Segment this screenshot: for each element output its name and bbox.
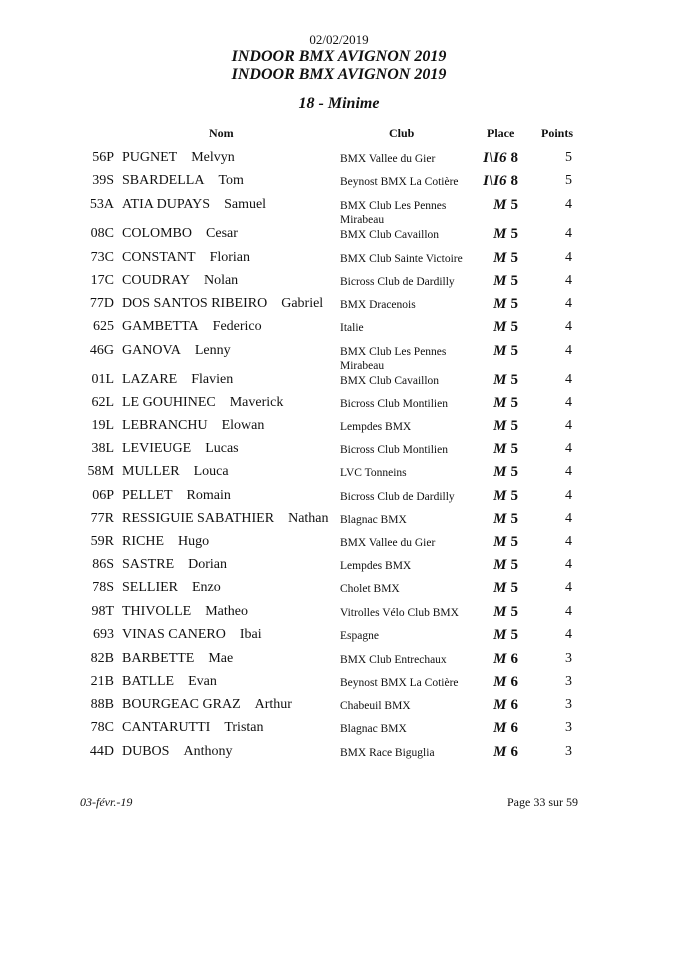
rider-club: Lempdes BMX bbox=[340, 560, 412, 572]
rider-place bbox=[468, 273, 518, 290]
rider-name bbox=[122, 488, 231, 504]
rider-place bbox=[468, 720, 518, 737]
rider-last-name: ATIA DUPAYS bbox=[122, 197, 211, 212]
event-title: INDOOR BMX AVIGNON 2019 bbox=[231, 48, 447, 65]
table-row bbox=[0, 273, 678, 296]
rider-club: Vitrolles Vélo Club BMX bbox=[340, 607, 459, 619]
rider-points: 3 bbox=[565, 651, 572, 666]
place-number: 5 bbox=[510, 534, 518, 550]
rider-first-name: Cesar bbox=[206, 226, 238, 241]
rider-first-name: Enzo bbox=[192, 580, 221, 595]
table-row bbox=[0, 250, 678, 273]
rider-place bbox=[468, 418, 518, 435]
rider-place bbox=[468, 604, 518, 621]
rider-first-name: Arthur bbox=[254, 697, 292, 712]
table-row bbox=[0, 674, 678, 697]
rider-club: BMX Club Sainte Victoire bbox=[340, 253, 463, 265]
table-row bbox=[0, 720, 678, 743]
place-number: 6 bbox=[510, 744, 518, 760]
place-label: M bbox=[493, 418, 507, 434]
rider-plate-number: 625 bbox=[93, 319, 114, 334]
rider-last-name: CONSTANT bbox=[122, 250, 196, 265]
rider-plate-number: 58M bbox=[87, 464, 114, 479]
table-row bbox=[0, 604, 678, 627]
rider-name bbox=[122, 674, 217, 690]
rider-points: 4 bbox=[565, 250, 572, 265]
rider-last-name: DUBOS bbox=[122, 744, 170, 759]
footer-date: 03-févr.-19 bbox=[80, 795, 133, 809]
place-number: 5 bbox=[510, 197, 518, 213]
rider-last-name: COLOMBO bbox=[122, 226, 193, 241]
column-header-points: Points bbox=[541, 126, 574, 140]
rider-club: Bicross Club de Dardilly bbox=[340, 276, 455, 288]
place-number: 5 bbox=[510, 250, 518, 266]
table-row bbox=[0, 319, 678, 342]
rider-points: 4 bbox=[565, 319, 572, 334]
rider-club: Espagne bbox=[340, 630, 379, 642]
place-label: M bbox=[493, 372, 507, 388]
rider-points: 4 bbox=[565, 296, 572, 311]
rider-name bbox=[122, 343, 231, 359]
table-row bbox=[0, 557, 678, 580]
place-label: M bbox=[493, 464, 507, 480]
rider-first-name: Anthony bbox=[183, 744, 233, 759]
rider-place bbox=[468, 395, 518, 412]
rider-last-name: LE GOUHINEC bbox=[122, 395, 216, 410]
place-label: M bbox=[493, 580, 507, 596]
table-row bbox=[0, 627, 678, 650]
rider-first-name: Mae bbox=[208, 651, 234, 666]
place-number: 5 bbox=[510, 319, 518, 335]
rider-plate-number: 98T bbox=[91, 604, 114, 619]
rider-place bbox=[468, 226, 518, 243]
rider-plate-number: 77R bbox=[90, 511, 114, 526]
rider-points: 5 bbox=[565, 173, 572, 188]
place-label: M bbox=[493, 744, 507, 760]
rider-last-name: SASTRE bbox=[122, 557, 175, 572]
rider-name bbox=[122, 651, 233, 667]
rider-first-name: Ibai bbox=[239, 627, 262, 642]
place-label: M bbox=[493, 343, 507, 359]
table-row bbox=[0, 511, 678, 534]
rider-name bbox=[122, 511, 329, 527]
rider-name bbox=[122, 697, 292, 713]
place-label: M bbox=[493, 250, 507, 266]
rider-plate-number: 88B bbox=[90, 697, 114, 712]
place-label: I\I6 bbox=[483, 150, 507, 166]
table-row bbox=[0, 651, 678, 674]
rider-first-name: Melvyn bbox=[191, 150, 235, 165]
place-label: M bbox=[493, 534, 507, 550]
rider-plate-number: 77D bbox=[89, 296, 114, 311]
rider-club: Italie bbox=[340, 322, 364, 334]
rider-last-name: GANOVA bbox=[122, 343, 181, 358]
rider-points: 4 bbox=[565, 604, 572, 619]
rider-points: 3 bbox=[565, 674, 572, 689]
rider-club: BMX Club Entrechaux bbox=[340, 654, 447, 666]
place-number: 6 bbox=[510, 651, 518, 667]
rider-points: 4 bbox=[565, 627, 572, 642]
rider-name bbox=[122, 226, 238, 242]
rider-club: Blagnac BMX bbox=[340, 723, 407, 735]
rider-plate-number: 01L bbox=[91, 372, 114, 387]
rider-last-name: BOURGEAC GRAZ bbox=[122, 697, 241, 712]
rider-club: BMX Dracenois bbox=[340, 299, 416, 311]
rider-points: 5 bbox=[565, 150, 572, 165]
column-header-club: Club bbox=[389, 126, 415, 140]
table-row bbox=[0, 343, 678, 372]
rider-last-name: SELLIER bbox=[122, 580, 178, 595]
table-row bbox=[0, 744, 678, 767]
rider-plate-number: 86S bbox=[92, 557, 114, 572]
place-label: M bbox=[493, 720, 507, 736]
rider-points: 4 bbox=[565, 557, 572, 572]
rider-place bbox=[468, 173, 518, 190]
rider-first-name: Gabriel bbox=[281, 296, 324, 311]
rider-last-name: PELLET bbox=[122, 488, 173, 503]
table-row bbox=[0, 488, 678, 511]
rider-first-name: Lucas bbox=[205, 441, 239, 456]
rider-name bbox=[122, 604, 248, 620]
rider-club: Bicross Club Montilien bbox=[340, 398, 448, 410]
rider-plate-number: 38L bbox=[91, 441, 114, 456]
rider-plate-number: 17C bbox=[90, 273, 114, 288]
rider-place bbox=[468, 250, 518, 267]
place-number: 5 bbox=[510, 441, 518, 457]
rider-place bbox=[468, 441, 518, 458]
rider-name bbox=[122, 273, 238, 289]
rider-place bbox=[468, 674, 518, 691]
rider-points: 4 bbox=[565, 197, 572, 212]
place-label: M bbox=[493, 674, 507, 690]
rider-points: 3 bbox=[565, 744, 572, 759]
place-label: M bbox=[493, 557, 507, 573]
rider-place bbox=[468, 343, 518, 360]
rider-last-name: DOS SANTOS RIBEIRO bbox=[122, 296, 268, 311]
place-label: M bbox=[493, 511, 507, 527]
category-title: 18 - Minime bbox=[298, 95, 380, 112]
place-number: 8 bbox=[510, 173, 518, 189]
rider-plate-number: 06P bbox=[92, 488, 114, 503]
rider-name bbox=[122, 627, 262, 643]
place-number: 5 bbox=[510, 464, 518, 480]
rider-plate-number: 62L bbox=[91, 395, 114, 410]
place-label: M bbox=[493, 197, 507, 213]
place-label: M bbox=[493, 488, 507, 504]
table-row bbox=[0, 296, 678, 319]
rider-last-name: BATLLE bbox=[122, 674, 175, 689]
table-row bbox=[0, 418, 678, 441]
rider-first-name: Louca bbox=[193, 464, 229, 479]
rider-plate-number: 693 bbox=[93, 627, 114, 642]
table-row bbox=[0, 173, 678, 196]
rider-points: 3 bbox=[565, 720, 572, 735]
rider-place bbox=[468, 557, 518, 574]
rider-first-name: Maverick bbox=[229, 395, 284, 410]
header-date: 02/02/2019 bbox=[309, 32, 369, 47]
table-row bbox=[0, 580, 678, 603]
table-row bbox=[0, 464, 678, 487]
rider-club: BMX Club Cavaillon bbox=[340, 229, 440, 241]
rider-last-name: RESSIGUIE SABATHIER bbox=[122, 511, 275, 526]
place-number: 5 bbox=[510, 557, 518, 573]
rider-place bbox=[468, 372, 518, 389]
rider-plate-number: 59R bbox=[90, 534, 114, 549]
place-number: 5 bbox=[510, 580, 518, 596]
rider-points: 4 bbox=[565, 580, 572, 595]
rider-place bbox=[468, 319, 518, 336]
rider-plate-number: 53A bbox=[89, 197, 114, 212]
rider-club: BMX Race Biguglia bbox=[340, 747, 435, 759]
rider-points: 4 bbox=[565, 343, 572, 358]
rider-club: LVC Tonneins bbox=[340, 467, 407, 479]
rider-name bbox=[122, 418, 264, 434]
rider-name bbox=[122, 744, 232, 760]
rider-first-name: Flavien bbox=[191, 372, 234, 387]
table-row bbox=[0, 441, 678, 464]
rider-club: Bicross Club Montilien bbox=[340, 444, 448, 456]
place-label: M bbox=[493, 697, 507, 713]
place-number: 6 bbox=[510, 720, 518, 736]
rider-last-name: PUGNET bbox=[122, 150, 178, 165]
event-title-repeat: INDOOR BMX AVIGNON 2019 bbox=[231, 66, 447, 83]
rider-club: Blagnac BMX bbox=[340, 514, 407, 526]
rider-place bbox=[468, 197, 518, 214]
rider-points: 3 bbox=[565, 697, 572, 712]
place-label: I\I6 bbox=[483, 173, 507, 189]
rider-place bbox=[468, 697, 518, 714]
rider-first-name: Federico bbox=[212, 319, 262, 334]
rider-plate-number: 46G bbox=[89, 343, 114, 358]
place-label: M bbox=[493, 651, 507, 667]
rider-club: BMX Club Cavaillon bbox=[340, 375, 440, 387]
rider-place bbox=[468, 744, 518, 761]
rider-first-name: Samuel bbox=[224, 197, 267, 212]
table-row bbox=[0, 197, 678, 226]
rider-first-name: Matheo bbox=[205, 604, 248, 619]
rider-place bbox=[468, 580, 518, 597]
place-number: 6 bbox=[510, 674, 518, 690]
rider-name bbox=[122, 197, 266, 213]
rider-first-name: Evan bbox=[188, 674, 217, 689]
rider-plate-number: 08C bbox=[90, 226, 114, 241]
rider-last-name: GAMBETTA bbox=[122, 319, 199, 334]
place-number: 5 bbox=[510, 511, 518, 527]
rider-last-name: MULLER bbox=[122, 464, 180, 479]
rider-club: BMX Club Les Pennes Mirabeau bbox=[340, 200, 447, 226]
rider-name bbox=[122, 395, 283, 411]
rider-plate-number: 39S bbox=[92, 173, 114, 188]
column-header-place: Place bbox=[487, 126, 515, 140]
rider-last-name: RICHE bbox=[122, 534, 164, 549]
rider-last-name: COUDRAY bbox=[122, 273, 190, 288]
rider-first-name: Tristan bbox=[224, 720, 264, 735]
place-number: 5 bbox=[510, 343, 518, 359]
rider-first-name: Romain bbox=[186, 488, 231, 503]
rider-name bbox=[122, 173, 244, 189]
rider-name bbox=[122, 372, 233, 388]
rider-plate-number: 78S bbox=[92, 580, 114, 595]
rider-points: 4 bbox=[565, 372, 572, 387]
place-number: 5 bbox=[510, 395, 518, 411]
place-number: 5 bbox=[510, 296, 518, 312]
rider-name bbox=[122, 150, 235, 166]
rider-name bbox=[122, 534, 209, 550]
rider-last-name: LEBRANCHU bbox=[122, 418, 208, 433]
rider-points: 4 bbox=[565, 488, 572, 503]
rider-club: Cholet BMX bbox=[340, 583, 400, 595]
rider-plate-number: 73C bbox=[90, 250, 114, 265]
place-label: M bbox=[493, 627, 507, 643]
rider-last-name: SBARDELLA bbox=[122, 173, 205, 188]
place-number: 5 bbox=[510, 372, 518, 388]
rider-points: 4 bbox=[565, 418, 572, 433]
place-label: M bbox=[493, 296, 507, 312]
rider-first-name: Dorian bbox=[188, 557, 228, 572]
place-label: M bbox=[493, 319, 507, 335]
rider-club: Chabeuil BMX bbox=[340, 700, 411, 712]
rider-place bbox=[468, 464, 518, 481]
rider-points: 4 bbox=[565, 534, 572, 549]
rider-points: 4 bbox=[565, 464, 572, 479]
rider-club: Beynost BMX La Cotière bbox=[340, 176, 459, 188]
rider-points: 4 bbox=[565, 395, 572, 410]
table-row bbox=[0, 534, 678, 557]
rider-last-name: VINAS CANERO bbox=[122, 627, 226, 642]
rider-name bbox=[122, 250, 250, 266]
place-number: 5 bbox=[510, 226, 518, 242]
rider-last-name: THIVOLLE bbox=[122, 604, 192, 619]
rider-club: Lempdes BMX bbox=[340, 421, 412, 433]
rider-points: 4 bbox=[565, 441, 572, 456]
place-number: 8 bbox=[510, 150, 518, 166]
place-label: M bbox=[493, 395, 507, 411]
table-row bbox=[0, 226, 678, 249]
rider-first-name: Tom bbox=[218, 173, 244, 188]
rider-points: 4 bbox=[565, 511, 572, 526]
rider-place bbox=[468, 651, 518, 668]
rider-last-name: LEVIEUGE bbox=[122, 441, 192, 456]
rider-plate-number: 44D bbox=[89, 744, 114, 759]
place-label: M bbox=[493, 441, 507, 457]
rider-place bbox=[468, 150, 518, 167]
rider-last-name: CANTARUTTI bbox=[122, 720, 211, 735]
rider-place bbox=[468, 627, 518, 644]
rider-name bbox=[122, 720, 264, 736]
rider-last-name: BARBETTE bbox=[122, 651, 195, 666]
footer-page-number: Page 33 sur 59 bbox=[507, 795, 578, 809]
rider-plate-number: 82B bbox=[90, 651, 114, 666]
table-row bbox=[0, 372, 678, 395]
place-number: 5 bbox=[510, 604, 518, 620]
rider-name bbox=[122, 296, 323, 312]
rider-name bbox=[122, 319, 262, 335]
rider-plate-number: 21B bbox=[90, 674, 114, 689]
rider-club: BMX Vallee du Gier bbox=[340, 537, 436, 549]
rider-place bbox=[468, 488, 518, 505]
rider-first-name: Hugo bbox=[178, 534, 210, 549]
rider-last-name: LAZARE bbox=[122, 372, 178, 387]
place-number: 5 bbox=[510, 273, 518, 289]
table-row bbox=[0, 697, 678, 720]
place-number: 5 bbox=[510, 488, 518, 504]
place-number: 5 bbox=[510, 418, 518, 434]
column-header-name: Nom bbox=[209, 126, 234, 140]
place-number: 6 bbox=[510, 697, 518, 713]
rider-plate-number: 56P bbox=[92, 150, 114, 165]
place-label: M bbox=[493, 273, 507, 289]
rider-first-name: Florian bbox=[209, 250, 251, 265]
rider-place bbox=[468, 296, 518, 313]
table-row bbox=[0, 150, 678, 173]
rider-name bbox=[122, 580, 221, 596]
place-number: 5 bbox=[510, 627, 518, 643]
place-label: M bbox=[493, 604, 507, 620]
rider-plate-number: 78C bbox=[90, 720, 114, 735]
rider-club: BMX Vallee du Gier bbox=[340, 153, 436, 165]
rider-first-name: Nolan bbox=[203, 273, 239, 288]
table-row bbox=[0, 395, 678, 418]
rider-club: BMX Club Les Pennes Mirabeau bbox=[340, 346, 447, 372]
rider-name bbox=[122, 441, 239, 457]
rider-plate-number: 19L bbox=[91, 418, 114, 433]
rider-club: Bicross Club de Dardilly bbox=[340, 491, 455, 503]
rider-first-name: Elowan bbox=[221, 418, 265, 433]
rider-name bbox=[122, 464, 229, 480]
rider-club: Beynost BMX La Cotière bbox=[340, 677, 459, 689]
rider-place bbox=[468, 534, 518, 551]
rider-place bbox=[468, 511, 518, 528]
rider-first-name: Lenny bbox=[194, 343, 231, 358]
rider-points: 4 bbox=[565, 226, 572, 241]
rider-points: 4 bbox=[565, 273, 572, 288]
rider-name bbox=[122, 557, 227, 573]
rider-first-name: Nathan bbox=[288, 511, 329, 526]
place-label: M bbox=[493, 226, 507, 242]
